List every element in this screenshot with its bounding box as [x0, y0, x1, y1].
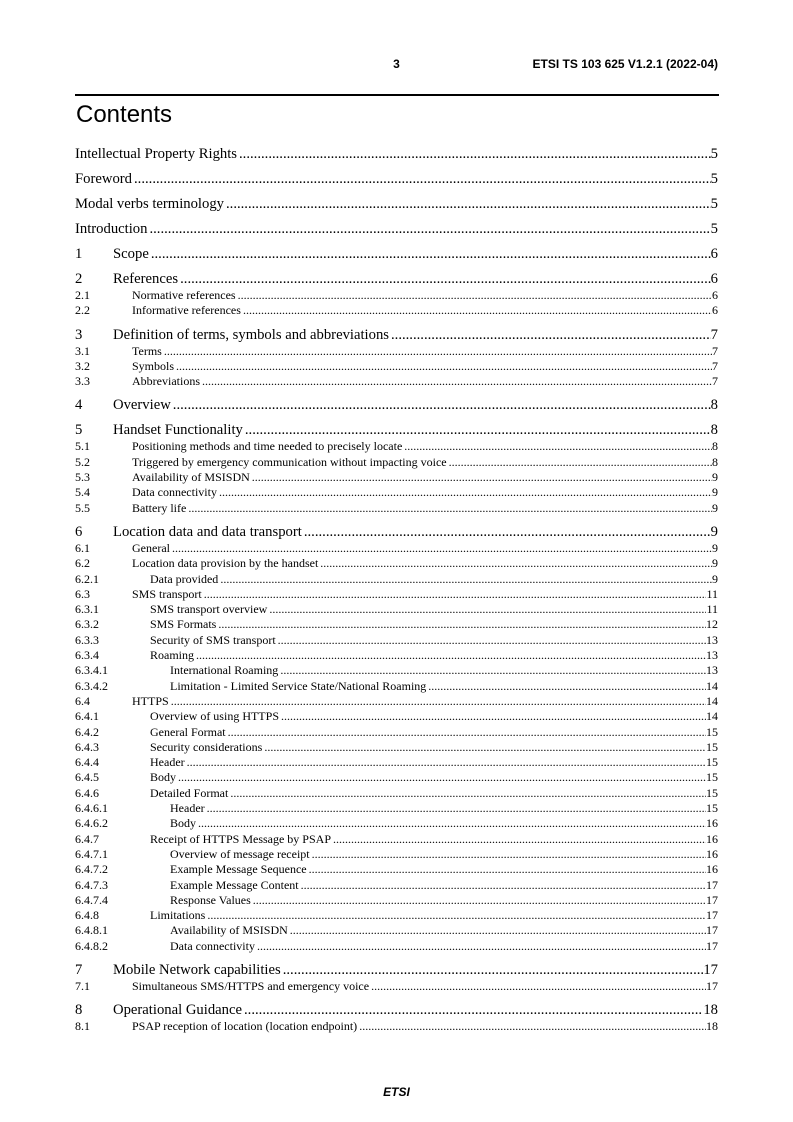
toc-entry[interactable]	[75, 847, 718, 862]
dot-leader	[162, 344, 712, 359]
toc-entry-page: 8	[710, 422, 718, 439]
toc-entry-page: 18	[703, 1002, 718, 1019]
toc-entry-title: Location data provision by the handset	[132, 556, 319, 571]
toc-entry-page: 15	[706, 724, 718, 739]
toc-entry-title: Abbreviations	[132, 374, 200, 389]
toc-entry-page: 14	[706, 709, 718, 724]
toc-entry-page: 15	[706, 785, 718, 800]
toc-entry-title: PSAP reception of location (location endpoint)	[132, 1019, 358, 1034]
table-of-contents	[75, 146, 718, 1035]
toc-entry-number: 7.1	[75, 978, 90, 993]
dot-leader	[255, 939, 706, 954]
toc-entry[interactable]	[75, 359, 718, 374]
toc-entry[interactable]	[75, 422, 718, 439]
toc-entry-number: 6.3.4.1	[75, 663, 108, 678]
toc-entry[interactable]	[75, 893, 718, 908]
toc-entry-number: 6.2.1	[75, 571, 99, 586]
toc-entry-number: 6.4.2	[75, 724, 99, 739]
toc-entry-page: 9	[712, 556, 718, 571]
toc-entry-number: 6.4	[75, 693, 90, 708]
dot-leader	[242, 1002, 703, 1019]
dot-leader	[176, 770, 706, 785]
toc-entry[interactable]	[75, 246, 718, 263]
toc-entry-number: 3.2	[75, 358, 90, 373]
toc-entry[interactable]	[75, 648, 718, 663]
toc-entry-title: Positioning methods and time needed to precisely locate	[132, 439, 403, 454]
dot-leader	[216, 617, 706, 632]
toc-entry-title: Mobile Network capabilities	[113, 961, 281, 978]
toc-entry-title: Simultaneous SMS/HTTPS and emergency voice	[132, 978, 370, 993]
toc-entry[interactable]	[75, 572, 718, 587]
header-rule	[75, 94, 719, 96]
toc-entry-title: HTTPS	[132, 693, 169, 708]
toc-entry-page: 14	[706, 678, 718, 693]
toc-entry-title: Body	[170, 816, 197, 831]
toc-entry-title: SMS transport	[132, 586, 202, 601]
toc-entry-page: 15	[706, 755, 718, 770]
toc-entry[interactable]	[75, 397, 718, 414]
toc-entry[interactable]	[75, 587, 718, 602]
toc-entry-title: Data connectivity	[132, 485, 217, 500]
toc-entry-number: 2.2	[75, 303, 90, 318]
toc-entry-number: 6.4.7.3	[75, 877, 108, 892]
toc-entry-title: Overview of using HTTPS	[150, 709, 279, 724]
toc-entry-number: 6.4.1	[75, 709, 99, 724]
toc-entry-title: Data connectivity	[170, 938, 255, 953]
dot-leader	[132, 171, 711, 188]
toc-entry-title: Response Values	[170, 892, 251, 907]
toc-entry-title: Availability of MSISDN	[170, 923, 288, 938]
toc-entry[interactable]	[75, 556, 718, 571]
toc-entry-title: Handset Functionality	[113, 422, 243, 439]
toc-entry[interactable]	[75, 663, 718, 678]
toc-entry-page: 16	[706, 831, 718, 846]
toc-entry-title: Roaming	[150, 648, 194, 663]
toc-entry-number: 5.1	[75, 439, 90, 454]
toc-entry-number: 6.4.8.1	[75, 923, 108, 938]
toc-entry-number: 6.4.7.2	[75, 862, 108, 877]
toc-entry[interactable]	[75, 679, 718, 694]
dot-leader	[169, 694, 706, 709]
toc-entry[interactable]	[75, 939, 718, 954]
toc-entry-title: Data provided	[150, 571, 219, 586]
toc-entry-title: Detailed Format	[150, 785, 229, 800]
toc-entry-page: 6	[710, 271, 718, 287]
toc-entry[interactable]	[75, 923, 718, 938]
toc-entry-page: 5	[710, 146, 718, 162]
toc-entry-number: 2.1	[75, 288, 90, 302]
toc-entry-title: SMS Formats	[150, 617, 217, 632]
toc-entry[interactable]	[75, 171, 718, 188]
toc-entry-page: 8	[712, 439, 718, 454]
toc-entry-page: 17	[703, 961, 718, 978]
toc-entry-title: General Format	[150, 724, 226, 739]
dot-leader	[174, 359, 712, 374]
dot-leader	[447, 455, 712, 470]
toc-entry-title: Operational Guidance	[113, 1002, 243, 1019]
toc-entry-title: Intellectual Property Rights	[75, 146, 237, 162]
toc-entry[interactable]	[75, 725, 718, 740]
toc-entry-title: Body	[150, 770, 177, 785]
dot-leader	[299, 878, 706, 893]
dot-leader	[237, 146, 711, 163]
toc-entry-title: Example Message Content	[170, 877, 299, 892]
toc-entry-title: Receipt of HTTPS Message by PSAP	[150, 831, 331, 846]
toc-entry[interactable]	[75, 1019, 718, 1034]
header-document-id: ETSI TS 103 625 V1.2.1 (2022-04)	[532, 57, 718, 71]
dot-leader	[170, 541, 712, 556]
toc-entry-page: 16	[706, 862, 718, 877]
toc-entry-page: 17	[706, 938, 718, 953]
toc-entry-title: Security considerations	[150, 739, 263, 754]
toc-entry-title: Availability of MSISDN	[132, 470, 250, 485]
toc-entry-page: 13	[706, 663, 718, 678]
dot-leader	[224, 196, 711, 213]
toc-entry-number: 6.4.8	[75, 908, 99, 923]
dot-leader	[278, 663, 706, 678]
toc-entry[interactable]	[75, 327, 718, 344]
toc-entry[interactable]	[75, 740, 718, 755]
toc-entry-page: 5	[710, 196, 718, 212]
toc-entry-number: 6.4.7.4	[75, 892, 108, 907]
dot-leader	[186, 501, 712, 516]
toc-entry[interactable]	[75, 485, 718, 500]
dot-leader	[200, 374, 712, 389]
toc-entry-page: 9	[712, 571, 718, 586]
toc-entry-title: Informative references	[132, 303, 241, 318]
toc-entry-page: 9	[712, 500, 718, 515]
toc-entry-page: 17	[706, 892, 718, 907]
dot-leader	[171, 397, 711, 414]
footer-etsi: ETSI	[383, 1085, 410, 1099]
toc-entry[interactable]	[75, 979, 718, 994]
dot-leader	[276, 633, 706, 648]
toc-entry-title: Symbols	[132, 358, 175, 373]
header-page-number: 3	[393, 57, 400, 71]
dot-leader	[402, 439, 712, 454]
toc-entry-number: 3	[75, 326, 83, 343]
dot-leader	[262, 740, 706, 755]
toc-entry-number: 6.4.6	[75, 785, 99, 800]
dot-leader	[357, 1019, 706, 1034]
toc-entry-title: Battery life	[132, 500, 187, 515]
toc-entry-number: 8.1	[75, 1019, 90, 1034]
toc-entry-title: SMS transport overview	[150, 602, 268, 617]
dot-leader	[331, 832, 706, 847]
toc-entry-number: 5.4	[75, 485, 90, 500]
toc-entry-number: 6.3.1	[75, 602, 99, 617]
toc-entry-page: 7	[712, 343, 718, 358]
toc-entry-number: 6.4.7	[75, 831, 99, 846]
toc-entry-page: 9	[712, 540, 718, 555]
contents-heading: Contents	[76, 101, 173, 128]
toc-entry-page: 5	[710, 221, 718, 237]
toc-entry-page: 17	[706, 877, 718, 892]
dot-leader	[149, 246, 711, 263]
toc-entry[interactable]	[75, 633, 718, 648]
toc-entry-title: Location data and data transport	[113, 523, 302, 540]
toc-entry-title: Header	[150, 755, 185, 770]
dot-leader	[369, 979, 706, 994]
dot-leader	[226, 725, 706, 740]
toc-entry[interactable]	[75, 709, 718, 724]
toc-entry-number: 4	[75, 397, 83, 414]
toc-entry[interactable]	[75, 832, 718, 847]
dot-leader	[250, 470, 712, 485]
toc-entry-number: 3.3	[75, 374, 90, 389]
toc-entry-title: Limitation - Limited Service State/National Roaming	[170, 678, 427, 693]
toc-entry-page: 9	[712, 470, 718, 485]
toc-entry[interactable]	[75, 862, 718, 877]
toc-entry[interactable]	[75, 878, 718, 893]
dot-leader	[236, 288, 712, 303]
toc-entry[interactable]	[75, 1002, 718, 1019]
toc-entry[interactable]	[75, 501, 718, 516]
toc-entry-page: 8	[712, 454, 718, 469]
dot-leader	[318, 556, 712, 571]
toc-entry-number: 6.4.4	[75, 755, 99, 770]
dot-leader	[178, 271, 711, 288]
toc-entry[interactable]	[75, 617, 718, 632]
dot-leader	[302, 524, 711, 541]
toc-entry-page: 12	[706, 617, 718, 632]
toc-entry-page: 6	[712, 288, 718, 302]
toc-entry-title: Normative references	[132, 288, 236, 302]
dot-leader	[147, 221, 710, 238]
toc-entry[interactable]	[75, 344, 718, 359]
toc-entry-page: 6	[712, 303, 718, 318]
toc-entry[interactable]	[75, 146, 718, 163]
toc-entry-number: 1	[75, 246, 83, 262]
toc-entry-page: 8	[710, 397, 718, 414]
toc-entry-title: Overview	[113, 397, 171, 414]
toc-entry[interactable]	[75, 288, 718, 303]
dot-leader	[218, 572, 712, 587]
toc-entry-number: 5.2	[75, 454, 90, 469]
toc-entry[interactable]	[75, 908, 718, 923]
toc-entry-page: 11	[706, 586, 718, 601]
toc-entry-number: 8	[75, 1002, 83, 1019]
dot-leader	[205, 801, 706, 816]
dot-leader	[202, 587, 707, 602]
toc-entry-number: 3.1	[75, 343, 90, 358]
toc-entry-number: 6.2	[75, 556, 90, 571]
toc-entry-title: Definition of terms, symbols and abbreviations	[113, 326, 389, 343]
dot-leader	[185, 755, 706, 770]
toc-entry-title: Security of SMS transport	[150, 632, 276, 647]
toc-entry-page: 7	[710, 326, 718, 343]
dot-leader	[205, 908, 706, 923]
toc-entry-page: 15	[706, 801, 718, 816]
toc-entry-title: Terms	[132, 343, 162, 358]
toc-entry-title: Overview of message receipt	[170, 846, 310, 861]
toc-entry-page: 15	[706, 770, 718, 785]
toc-entry-number: 5	[75, 422, 83, 439]
toc-entry[interactable]	[75, 694, 718, 709]
toc-entry-number: 6.4.6.1	[75, 801, 108, 816]
toc-entry[interactable]	[75, 801, 718, 816]
dot-leader	[196, 816, 706, 831]
toc-entry[interactable]	[75, 541, 718, 556]
dot-leader	[194, 648, 706, 663]
toc-entry-title: Foreword	[75, 171, 132, 187]
toc-entry-page: 17	[706, 923, 718, 938]
toc-entry-page: 9	[712, 485, 718, 500]
toc-entry[interactable]	[75, 786, 718, 801]
toc-entry-title: Limitations	[150, 908, 206, 923]
toc-entry-title: Modal verbs terminology	[75, 196, 224, 212]
toc-entry-page: 15	[706, 739, 718, 754]
toc-entry-page: 16	[706, 846, 718, 861]
dot-leader	[389, 327, 711, 344]
toc-entry-number: 6.3.4.2	[75, 678, 108, 693]
dot-leader	[243, 422, 711, 439]
dot-leader	[288, 923, 706, 938]
toc-entry-number: 6.4.7.1	[75, 846, 108, 861]
toc-entry-number: 7	[75, 961, 83, 978]
toc-entry[interactable]	[75, 196, 718, 213]
toc-entry-page: 13	[706, 632, 718, 647]
toc-entry-number: 5.5	[75, 500, 90, 515]
toc-entry-title: International Roaming	[170, 663, 279, 678]
toc-entry[interactable]	[75, 221, 718, 238]
toc-entry-title: Introduction	[75, 221, 148, 237]
dot-leader	[267, 602, 706, 617]
dot-leader	[279, 709, 706, 724]
toc-entry-title: Scope	[113, 246, 149, 262]
toc-entry[interactable]	[75, 524, 718, 541]
toc-entry-number: 6.3.3	[75, 632, 99, 647]
toc-entry-number: 6.3	[75, 586, 90, 601]
toc-entry-page: 6	[710, 246, 718, 262]
toc-entry-title: References	[113, 271, 179, 287]
toc-entry[interactable]	[75, 455, 718, 470]
toc-entry-title: Triggered by emergency communication without impacting voice	[132, 454, 447, 469]
toc-entry-page: 7	[712, 374, 718, 389]
toc-entry-number: 6.4.8.2	[75, 938, 108, 953]
dot-leader	[426, 679, 706, 694]
toc-entry-page: 11	[706, 602, 718, 617]
dot-leader	[310, 847, 706, 862]
toc-entry[interactable]	[75, 439, 718, 454]
toc-entry-number: 6.4.6.2	[75, 816, 108, 831]
toc-entry-number: 6.1	[75, 540, 90, 555]
toc-entry-number: 6.3.4	[75, 648, 99, 663]
toc-entry-page: 16	[706, 816, 718, 831]
toc-entry-page: 5	[710, 171, 718, 187]
toc-entry-page: 13	[706, 648, 718, 663]
toc-entry[interactable]	[75, 470, 718, 485]
dot-leader	[307, 862, 706, 877]
toc-entry[interactable]	[75, 962, 718, 979]
dot-leader	[228, 786, 706, 801]
toc-entry-page: 14	[706, 693, 718, 708]
toc-entry-page: 17	[706, 908, 718, 923]
dot-leader	[217, 485, 712, 500]
toc-entry-number: 6.4.5	[75, 770, 99, 785]
toc-entry[interactable]	[75, 271, 718, 288]
toc-entry[interactable]	[75, 770, 718, 785]
toc-entry-number: 6.3.2	[75, 617, 99, 632]
toc-entry-title: Header	[170, 801, 205, 816]
toc-entry[interactable]	[75, 755, 718, 770]
toc-entry[interactable]	[75, 816, 718, 831]
dot-leader	[251, 893, 706, 908]
toc-entry-page: 9	[710, 523, 718, 540]
toc-entry-number: 2	[75, 271, 83, 287]
toc-entry-page: 17	[706, 978, 718, 993]
dot-leader	[241, 303, 712, 318]
toc-entry[interactable]	[75, 374, 718, 389]
toc-entry-number: 6.4.3	[75, 739, 99, 754]
toc-entry[interactable]	[75, 602, 718, 617]
toc-entry[interactable]	[75, 303, 718, 318]
dot-leader	[281, 962, 704, 979]
toc-entry-page: 18	[706, 1019, 718, 1034]
toc-entry-title: General	[132, 540, 170, 555]
toc-entry-page: 7	[712, 358, 718, 373]
toc-entry-number: 6	[75, 523, 83, 540]
toc-entry-number: 5.3	[75, 470, 90, 485]
toc-entry-title: Example Message Sequence	[170, 862, 307, 877]
